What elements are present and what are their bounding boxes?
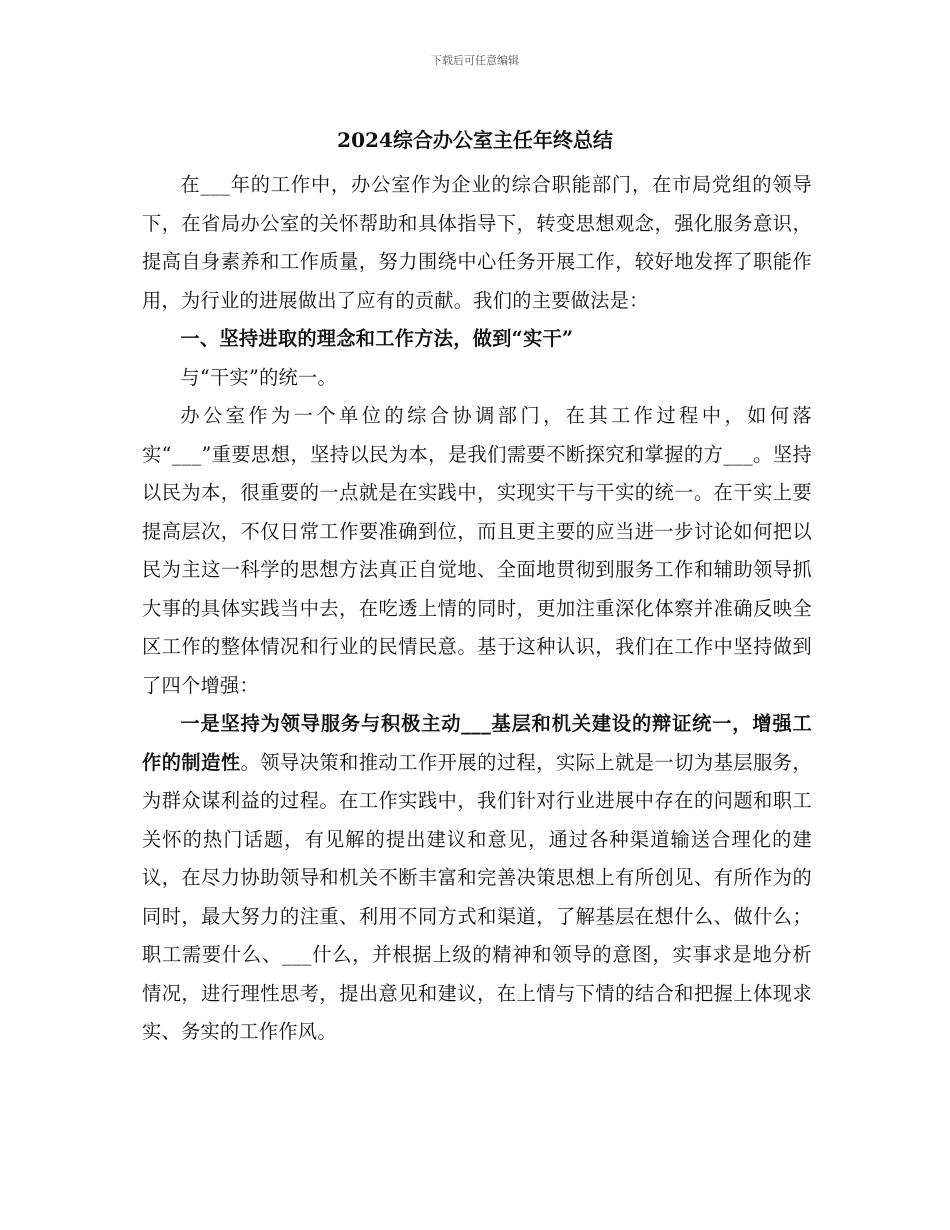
page-header-note: 下载后可任意编辑 [431,54,519,67]
heading-continuation: 与“干实”的统一。 [180,365,338,389]
body-paragraph-2 [142,705,812,1052]
body-paragraph-1: 办公室作为一个单位的综合协调部门，在其工作过程中，如何落实“___”重要思想，坚持以民为本，是我们需要不断探究和掌握的方___。坚持以民为本，很重要的一点就是在实践中，实现实干与干实的统一。在干实上要提高层次，不仅日常工作要准确到位，而且更主要的应当进一步讨论如何把以民为主这一科学的思想方法真正自觉地、全面地贯彻到服务工作和辅助领导抓大事的具体实践当中去，在吃透上情的同时，更加注重深化体察并准确反映全区工作的整体情况和行业的民情民意。基于这种认识，我们在工作中坚持做到了四个增强： [142,404,812,697]
section-heading-1: 一、坚持进取的理念和工作方法，做到“实干” [180,327,574,350]
document-body [142,166,812,1052]
intro-paragraph: 在___年的工作中，办公室作为企业的综合职能部门，在市局党组的领导下，在省局办公室的关怀帮助和具体指导下，转变思想观念，强化服务意识，提高自身素养和工作质量，努力围绕中心任务开展工作，较好地发挥了职能作用，为行业的进展做出了应有的贡献。我们的主要做法是： [142,173,812,312]
document-title: 2024综合办公室主任年终总结 [337,128,613,152]
paragraph-lead-bold: 一是坚持为领导服务与积极主动___基层和机关建设的辩证统一，增强工作的制造性 [142,712,812,774]
paragraph-body-text: 。领导决策和推动工作开展的过程，实际上就是一切为基层服务，为群众谋利益的过程。在工作实践中，我们针对行业进展中存在的问题和职工关怀的热门话题，有见解的提出建议和意见，通过各种渠道输送合理化的建议，在尽力协助领导和机关不断丰富和完善决策思想上有所创见、有所作为的同时，最大努力的注重、利用不同方式和渠道，了解基层在想什么、做什么；职工需要什么、___什么，并根据上级的精神和领导的意图，实事求是地分析情况，进行理性思考，提出意见和建议，在上情与下情的结合和把握上体现求实、务实的工作作风。 [142,750,812,1043]
